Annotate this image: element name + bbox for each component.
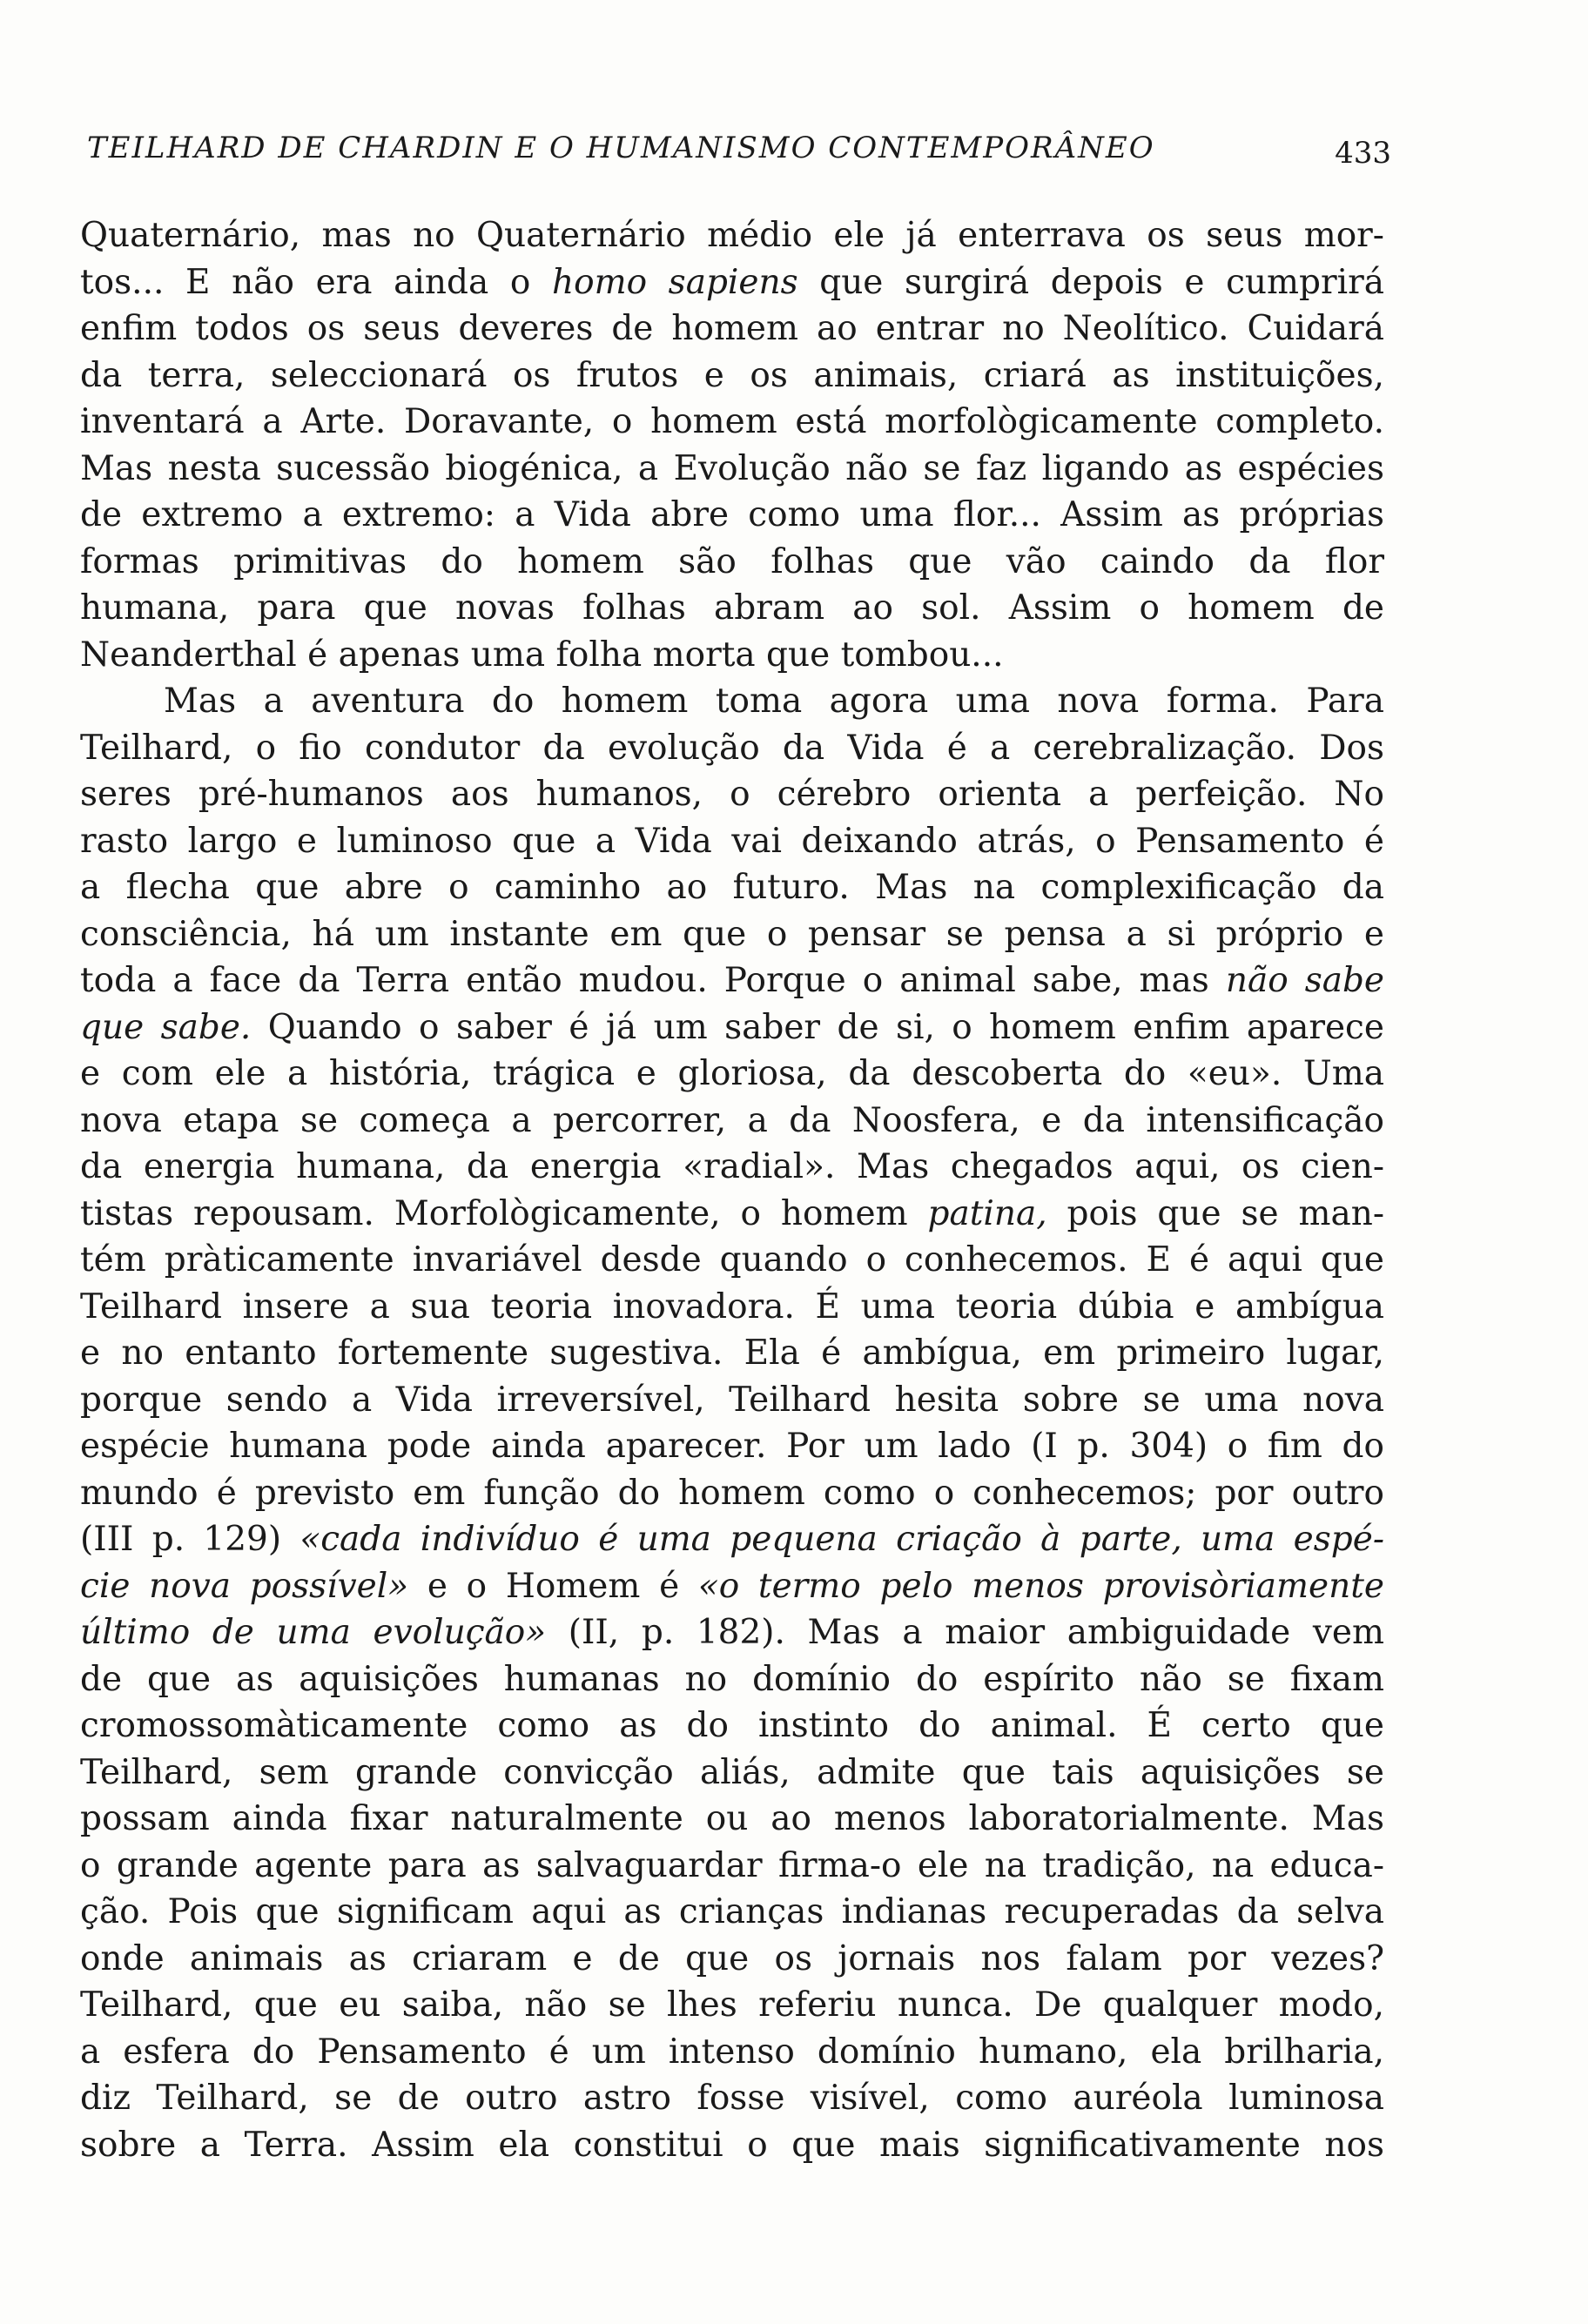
text-line	[80, 1889, 1384, 1936]
italic-text: «o termo pelo menos provisòriamente	[697, 1566, 1384, 1606]
italic-text: último de uma evolução»	[80, 1613, 547, 1652]
text-line	[80, 864, 1384, 911]
text-run: rasto largo e luminoso que a Vida vai deixando atrás, o Pensamento é	[80, 821, 1384, 861]
text-line	[80, 1237, 1384, 1284]
text-run: nova etapa se começa a percorrer, a da Noosfera, e da intensificação	[80, 1100, 1384, 1140]
text-run: de extremo a extremo: a Vida abre como uma flor... Assim as próprias	[80, 495, 1384, 534]
text-line	[80, 306, 1384, 353]
text-line	[80, 1703, 1384, 1750]
italic-text: que sabe.	[80, 1007, 252, 1047]
text-line	[80, 539, 1384, 586]
text-run: a flecha que abre o caminho ao futuro. Mas na complexificação da	[80, 868, 1384, 907]
text-line	[80, 1098, 1384, 1145]
text-line	[80, 1423, 1384, 1470]
text-run: tistas repousam. Morfològicamente, o homem	[80, 1193, 928, 1233]
text-run: toda a face da Terra então mudou. Porque o animal sabe, mas	[80, 961, 1226, 1000]
text-line	[80, 771, 1384, 818]
text-run: (III p. 129)	[80, 1520, 300, 1559]
text-line	[80, 1843, 1384, 1890]
text-line	[80, 399, 1384, 446]
text-line	[80, 1516, 1384, 1563]
text-line	[80, 1470, 1384, 1517]
text-run: Teilhard insere a sua teoria inovadora. É uma teoria dúbia e ambígua	[80, 1286, 1384, 1327]
text-run: consciência, há um instante em que o pensar se pensa a si próprio e	[80, 914, 1384, 954]
text-line	[80, 446, 1384, 493]
text-run: possam ainda fixar naturalmente ou ao menos laboratorialmente. Mas	[80, 1799, 1384, 1838]
text-line	[80, 957, 1384, 1004]
text-run: pois que se man-	[1046, 1193, 1385, 1233]
text-run: enfim todos os seus deveres de homem ao entrar no Neolítico. Cuidará	[80, 309, 1384, 348]
text-line	[80, 212, 1384, 259]
text-run: ção. Pois que significam aqui as crianças indianas recuperadas da selva	[80, 1892, 1384, 1931]
text-line	[80, 725, 1384, 772]
text-run: onde animais as criaram e de que os jornais nos falam por vezes?	[80, 1938, 1384, 1978]
text-line	[80, 2075, 1384, 2122]
text-line	[80, 259, 1384, 306]
text-line	[80, 678, 1384, 725]
text-line	[80, 1144, 1384, 1191]
text-run: porque sendo a Vida irreversível, Teilhard hesita sobre se uma nova	[80, 1380, 1384, 1420]
italic-text: não sabe	[1225, 961, 1385, 1000]
text-run: tém pràticamente invariável desde quando o conhecemos. E é aqui que	[80, 1240, 1384, 1280]
text-run: o grande agente para as salvaguardar firma-o ele na tradição, na educa-	[80, 1845, 1384, 1885]
text-run: e o Homem é	[408, 1566, 698, 1606]
text-line	[80, 1982, 1384, 2029]
italic-text: homo sapiens	[551, 262, 798, 302]
text-run: Quando o saber é já um saber de si, o homem enfim aparece	[251, 1007, 1384, 1047]
text-run: mundo é previsto em função do homem como o conhecemos; por outro	[80, 1473, 1384, 1513]
text-line	[80, 1330, 1384, 1377]
text-line	[80, 492, 1384, 539]
text-line	[80, 2029, 1384, 2076]
text-run: Teilhard, que eu saiba, não se lhes referiu nunca. De qualquer modo,	[80, 1985, 1384, 2025]
text-run: da terra, seleccionará os frutos e os animais, criará as instituições,	[80, 355, 1384, 395]
text-run: Neanderthal é apenas uma folha morta que tombou...	[80, 635, 1004, 675]
text-line	[80, 1004, 1384, 1051]
body-text	[80, 212, 1384, 2168]
text-run: seres pré-humanos aos humanos, o cérebro orienta a perfeição. No	[80, 775, 1384, 814]
text-line	[80, 585, 1384, 632]
text-line	[80, 1191, 1384, 1238]
text-run: espécie humana pode ainda aparecer. Por um lado (I p. 304) o fim do	[80, 1427, 1384, 1466]
italic-text: cie nova possível»	[80, 1566, 409, 1606]
text-run: que surgirá depois e cumprirá	[797, 262, 1384, 302]
page-number: 433	[1335, 136, 1391, 171]
running-head	[87, 131, 1391, 174]
text-run: Teilhard, sem grande convicção aliás, admite que tais aquisições se	[80, 1752, 1384, 1792]
text-run: (II, p. 182). Mas a maior ambiguidade vem	[546, 1613, 1384, 1652]
text-run: tos... E não era ainda o	[80, 262, 552, 302]
text-run: sobre a Terra. Assim ela constitui o que mais significativamente nos	[80, 2125, 1384, 2165]
text-run: de que as aquisições humanas no domínio do espírito não se fixam	[80, 1659, 1384, 1699]
text-run: e com ele a história, trágica e gloriosa, da descoberta do «eu». Uma	[80, 1054, 1384, 1093]
italic-text: «cada indivíduo é uma pequena criação à parte, uma espé-	[299, 1520, 1384, 1559]
text-line	[80, 1796, 1384, 1843]
text-run: e no entanto fortemente sugestiva. Ela é ambígua, em primeiro lugar,	[80, 1333, 1384, 1373]
text-run: da energia humana, da energia «radial». Mas chegados aqui, os cien-	[80, 1147, 1384, 1186]
text-line	[80, 1750, 1384, 1797]
text-line	[80, 1656, 1384, 1703]
text-line	[80, 353, 1384, 400]
text-run: Quaternário, mas no Quaternário médio ele já enterrava os seus mor-	[80, 216, 1384, 255]
text-run: inventará a Arte. Doravante, o homem está morfològicamente completo.	[80, 402, 1384, 441]
text-run: cromossomàticamente como as do instinto do animal. É certo que	[80, 1706, 1384, 1745]
running-title: TEILHARD DE CHARDIN E O HUMANISMO CONTEMPORÂNEO	[87, 131, 1155, 165]
text-line	[80, 1377, 1384, 1424]
text-line	[80, 2122, 1384, 2169]
text-line	[80, 1051, 1384, 1098]
text-line	[80, 1609, 1384, 1656]
text-run: diz Teilhard, se de outro astro fosse visível, como auréola luminosa	[80, 2079, 1384, 2118]
text-line	[80, 1284, 1384, 1331]
text-run: Mas a aventura do homem toma agora uma nova forma. Para	[164, 682, 1384, 721]
text-line	[80, 911, 1384, 958]
italic-text: patina,	[927, 1193, 1047, 1233]
text-run: Mas nesta sucessão biogénica, a Evolução não se faz ligando as espécies	[80, 448, 1384, 488]
text-line	[80, 632, 1384, 679]
text-line	[80, 1563, 1384, 1610]
text-line	[80, 1936, 1384, 1983]
text-run: formas primitivas do homem são folhas que vão caindo da flor	[80, 541, 1384, 581]
text-line	[80, 818, 1384, 865]
text-run: a esfera do Pensamento é um intenso domínio humano, ela brilharia,	[80, 2032, 1384, 2072]
text-run: Teilhard, o fio condutor da evolução da Vida é a cerebralização. Dos	[80, 728, 1384, 768]
text-run: humana, para que novas folhas abram ao sol. Assim o homem de	[80, 588, 1384, 628]
